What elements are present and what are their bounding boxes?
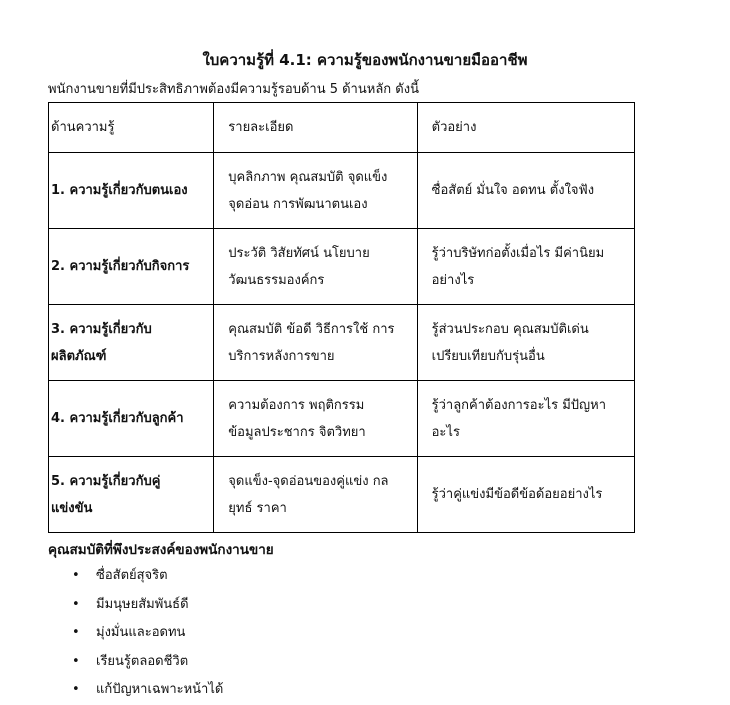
cell-topic <box>49 305 214 381</box>
intro-text: พนักงานขายที่มีประสิทธิภาพต้องมีความรู้รอบด้าน 5 ด้านหลัก ดังนี้ <box>48 82 419 97</box>
detail-line: คุณสมบัติ ข้อดี วิธีการใช้ การ <box>228 321 395 337</box>
detail-line: ความต้องการ พฤติกรรม <box>228 397 365 413</box>
example-line: รู้ว่าบริษัทก่อตั้งเมื่อไร มีค่านิยม <box>431 245 605 261</box>
bullet-icon: • <box>72 625 80 640</box>
list-item <box>48 562 223 591</box>
topic-line: 3. ความรู้เกี่ยวกับ <box>51 321 152 337</box>
trait-label: มุ่งมั่นและอดทน <box>96 625 186 640</box>
table-row <box>49 153 635 229</box>
cell-example <box>417 153 634 229</box>
topic-line: ผลิตภัณฑ์ <box>51 348 107 364</box>
header-topic: ด้านความรู้ <box>49 103 214 153</box>
table-row <box>49 381 635 457</box>
detail-line: จุดอ่อน การพัฒนาตนเอง <box>228 196 368 212</box>
cell-detail <box>214 457 417 533</box>
cell-example <box>417 229 634 305</box>
detail-line: บริการหลังการขาย <box>228 348 335 364</box>
example-line: รู้ส่วนประกอบ คุณสมบัติเด่น <box>431 321 589 337</box>
detail-line: บุคลิกภาพ คุณสมบัติ จุดแข็ง <box>228 169 388 185</box>
list-item <box>48 648 223 677</box>
traits-list <box>48 562 223 705</box>
example-line: อะไร <box>431 424 460 440</box>
bullet-icon: • <box>72 568 80 583</box>
cell-topic <box>49 457 214 533</box>
topic-line: 1. ความรู้เกี่ยวกับตนเอง <box>51 183 188 198</box>
example-line: ซื่อสัตย์ มั่นใจ อดทน ตั้งใจฟัง <box>431 183 595 198</box>
cell-detail <box>214 153 417 229</box>
list-item <box>48 676 223 705</box>
example-line: รู้ว่าคู่แข่งมีข้อดีข้อด้อยอย่างไร <box>431 487 603 502</box>
cell-detail <box>214 229 417 305</box>
topic-line: 4. ความรู้เกี่ยวกับลูกค้า <box>51 411 184 426</box>
cell-detail <box>214 305 417 381</box>
document-title: ใบความรู้ที่ 4.1: ความรู้ของพนักงานขายมืออาชีพ <box>202 51 528 69</box>
cell-example <box>417 457 634 533</box>
cell-topic <box>49 153 214 229</box>
trait-label: แก้ปัญหาเฉพาะหน้าได้ <box>96 682 224 697</box>
table-row <box>49 229 635 305</box>
detail-line: ประวัติ วิสัยทัศน์ นโยบาย <box>228 245 370 261</box>
cell-topic <box>49 229 214 305</box>
detail-line: วัฒนธรรมองค์กร <box>228 272 325 288</box>
knowledge-table <box>48 102 635 533</box>
trait-label: เรียนรู้ตลอดชีวิต <box>96 653 189 669</box>
list-item <box>48 591 223 620</box>
header-detail: รายละเอียด <box>214 103 417 153</box>
example-line: รู้ว่าลูกค้าต้องการอะไร มีปัญหา <box>431 397 607 413</box>
detail-line: จุดแข็ง-จุดอ่อนของคู่แข่ง กล <box>228 473 389 489</box>
traits-heading: คุณสมบัติที่พึงประสงค์ของพนักงานขาย <box>48 542 274 558</box>
table-row <box>49 457 635 533</box>
bullet-icon: • <box>72 682 80 697</box>
bullet-icon: • <box>72 596 80 612</box>
trait-label: ซื่อสัตย์สุจริต <box>96 568 168 583</box>
topic-line: 2. ความรู้เกี่ยวกับกิจการ <box>51 259 190 274</box>
topic-line: 5. ความรู้เกี่ยวกับคู่ <box>51 473 161 489</box>
example-line: อย่างไร <box>431 272 475 288</box>
cell-example <box>417 305 634 381</box>
header-example: ตัวอย่าง <box>417 103 634 153</box>
detail-line: ข้อมูลประชากร จิตวิทยา <box>228 424 366 440</box>
table-header-row <box>49 103 635 153</box>
topic-line: แข่งขัน <box>51 500 93 516</box>
detail-line: ยุทธ์ ราคา <box>228 500 287 516</box>
bullet-icon: • <box>72 653 80 669</box>
cell-example <box>417 381 634 457</box>
example-line: เปรียบเทียบกับรุ่นอื่น <box>431 348 545 364</box>
table-row <box>49 305 635 381</box>
cell-detail <box>214 381 417 457</box>
trait-label: มีมนุษยสัมพันธ์ดี <box>96 596 189 612</box>
list-item <box>48 619 223 648</box>
cell-topic <box>49 381 214 457</box>
